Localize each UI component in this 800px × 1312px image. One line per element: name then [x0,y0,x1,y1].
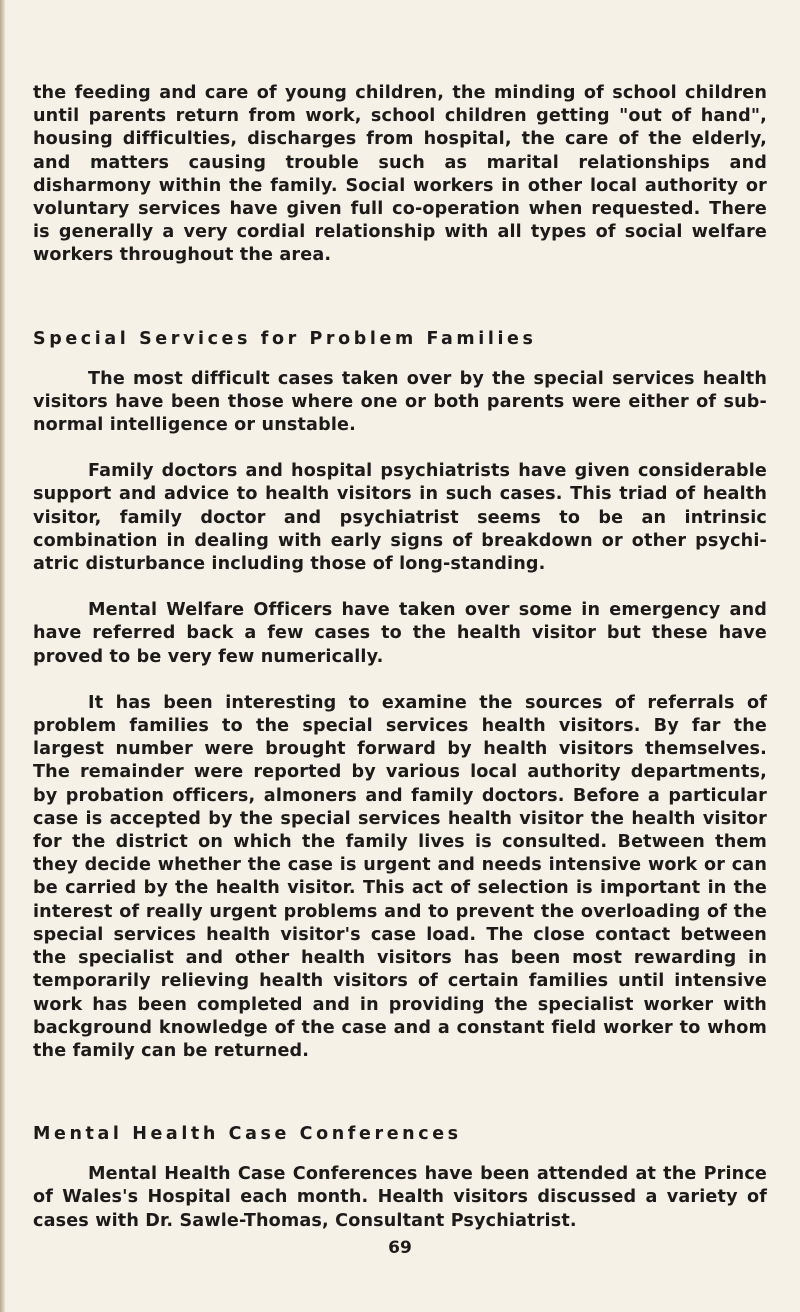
paragraph: The most difficult cases taken over by the special services health visitors have been those where one or both parents were either of sub-normal intelligence or unstable. [33,368,767,436]
page-left-edge [0,0,5,1312]
section-heading-mental-health: Mental Health Case Conferences [33,1124,462,1145]
paragraph: Family doctors and hospital psychiatrists have given considerable support and advice to health visitors in such cases. This triad of health visitor, family doctor and psychiatrist seems to be an intrinsic combination in dealing with early signs of breakdown or other psychi- atric disturbance including those of long-standing. [33,461,767,575]
paragraph: It has been interesting to examine the sources of referrals of problem families to the special services health visitors. By far the largest number were brought forward by health visitors themselves. The remainder were reported by various local authority departments, by probation officers, almoners and family doctors. Before a particular case is accepted by the special services health visitor the health visitor for the district on which the family lives is consulted. Between them they decide whether the case is urgent and needs intensive work or can be carried by the health visitor. This act of selection is important in the interest of really urgent problems and to prevent the overloading of the special services health visitor's case load. The close contact between the specialist and other health visitors has been most rewarding in temporarily relieving health visitors of certain families until intensive work has been completed and in providing the specialist worker with background knowledge of the case and a constant field worker to whom the family can be returned. [33,692,767,1061]
paragraph: Mental Health Case Conferences have been attended at the Prince of Wales's Hospital each month. Health visitors discussed a variety of cases with Dr. Sawle-Thomas, Consultant Psychiatrist. [33,1164,767,1231]
section-heading-special-services: Special Services for Problem Families [33,328,537,349]
page-number: 69 [388,1238,412,1258]
paragraph: Mental Welfare Officers have taken over some in emergency and have referred back a few cases to the health visitor but these have proved to be very few numerically. [33,600,767,667]
intro-paragraph: the feeding and care of young children, the minding of school children until parents return from work, school children getting "out of hand", housing difficulties, discharges from hospital, the care of the elderly, and matters causing trouble such as marital relationships and disharmony within the family. Social workers in other local authority or voluntary services have given full co-operation when requested. There is generally a very cordial relationship with all types of social welfare workers throughout the area. [33,83,767,266]
document-page [33,82,767,1233]
